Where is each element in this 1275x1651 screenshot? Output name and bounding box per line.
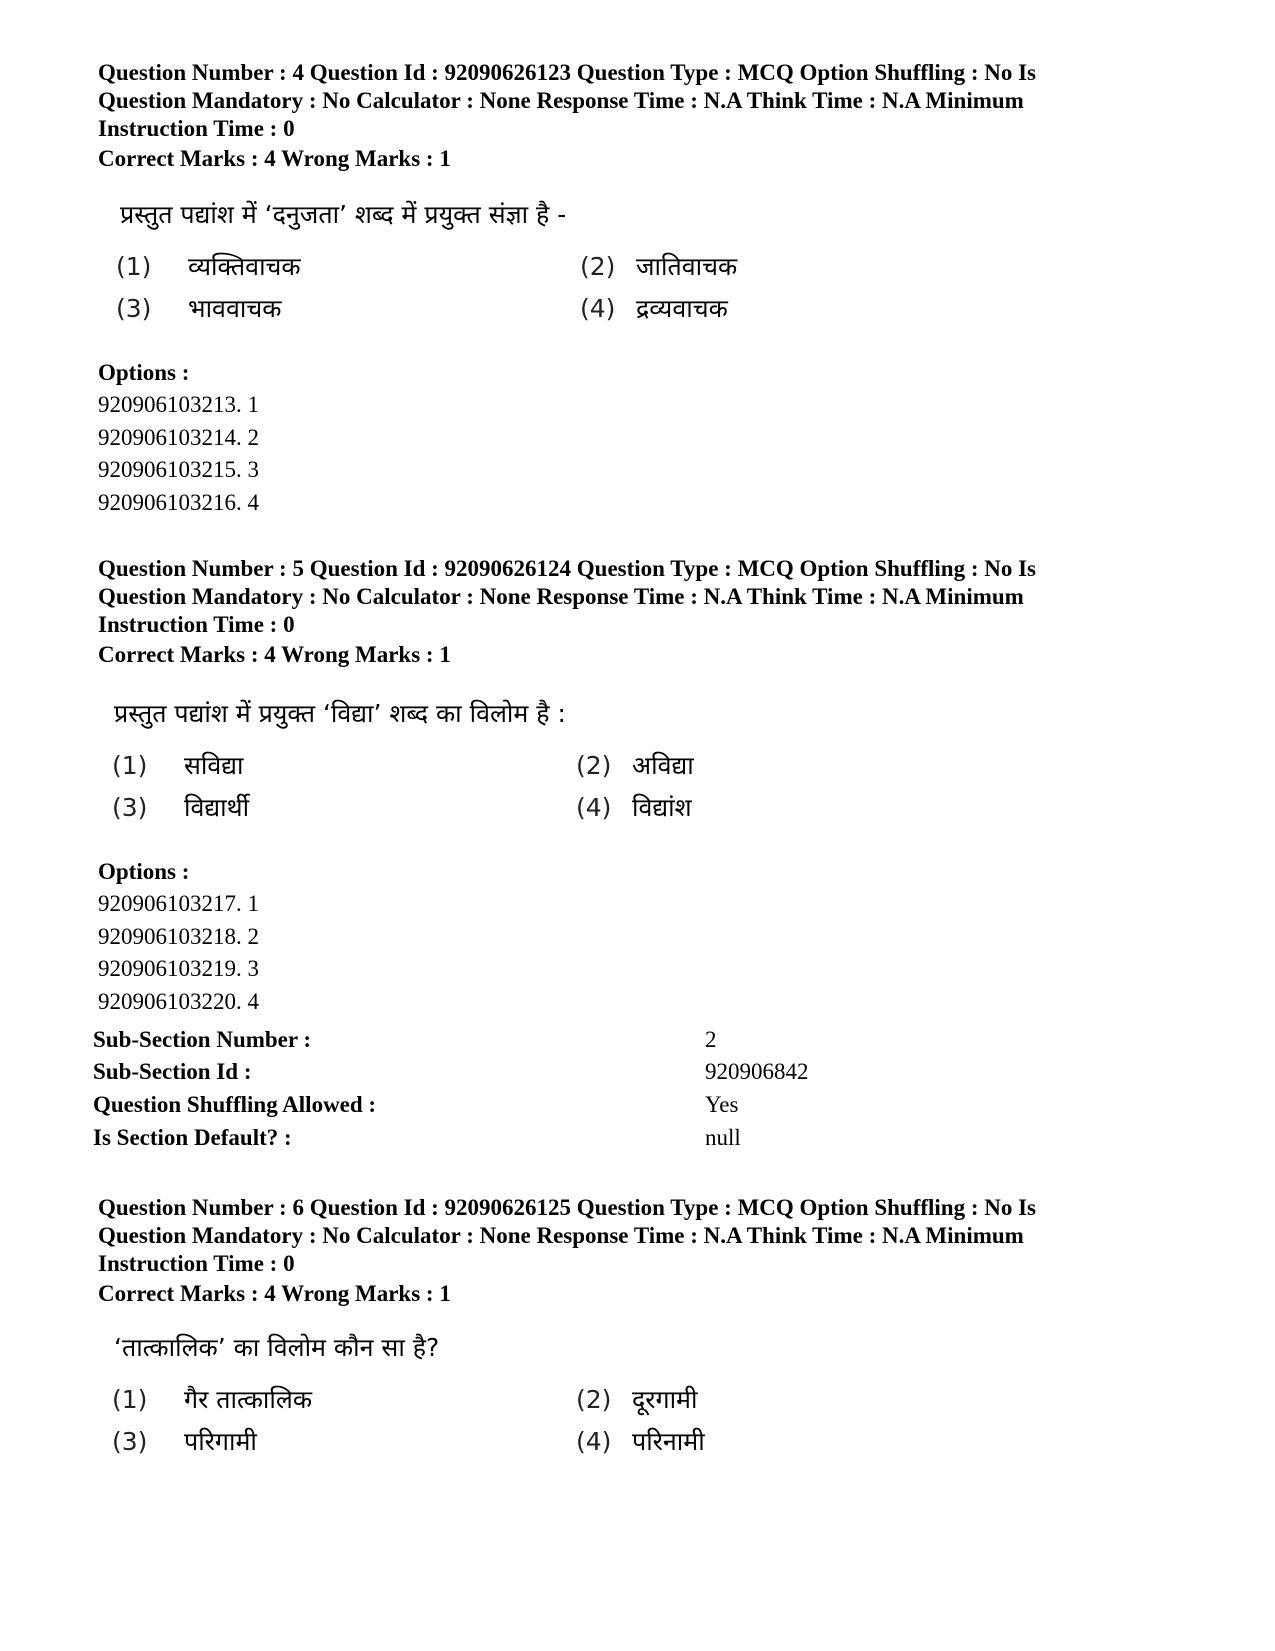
choice-text: विद्यार्थी xyxy=(184,793,250,822)
meta-line: Question Mandatory : No Calculator : None Response Time : N.A Think Time : N.A Minimum xyxy=(98,584,1024,609)
choice-number: (1) xyxy=(112,1385,148,1414)
option-line: 920906103219. 3 xyxy=(98,956,259,981)
question-6-marks: Correct Marks : 4 Wrong Marks : 1 xyxy=(98,1281,451,1306)
option-line: 920906103218. 2 xyxy=(98,924,259,949)
choice-text: द्रव्यवाचक xyxy=(636,294,728,323)
choice-4 xyxy=(580,292,728,326)
meta-line: Question Number : 6 Question Id : 92090626125 Question Type : MCQ Option Shuffling : No Is xyxy=(98,1195,1037,1220)
meta-line: Instruction Time : 0 xyxy=(98,1251,295,1276)
meta-line: Question Number : 4 Question Id : 92090626123 Question Type : MCQ Option Shuffling : No Is xyxy=(98,60,1037,85)
choice-number: (2) xyxy=(576,1385,612,1414)
choice-number: (2) xyxy=(580,252,616,281)
choice-1 xyxy=(112,1383,312,1417)
choice-1 xyxy=(112,749,244,783)
subsection-number-label: Sub-Section Number : xyxy=(93,1027,312,1052)
option-line: 920906103213. 1 xyxy=(98,392,259,417)
choice-number: (2) xyxy=(576,751,612,780)
question-5-image xyxy=(110,697,870,847)
choice-text: भाववाचक xyxy=(188,294,282,323)
question-stem: प्रस्तुत पद्यांश में प्रयुक्त ‘विद्या’ शब्द का विलोम है : xyxy=(114,699,566,728)
option-line: 920906103215. 3 xyxy=(98,457,259,482)
options-label: Options : xyxy=(98,859,190,884)
choice-text: दूरगामी xyxy=(632,1385,698,1414)
choice-number: (4) xyxy=(576,793,612,822)
meta-line: Question Mandatory : No Calculator : None Response Time : N.A Think Time : N.A Minimum xyxy=(98,1223,1024,1248)
question-shuffling-label: Question Shuffling Allowed : xyxy=(93,1092,377,1117)
choice-2 xyxy=(576,1383,697,1417)
question-stem: प्रस्तुत पद्यांश में ‘दनुजता’ शब्द में प्रयुक्त संज्ञा है - xyxy=(120,200,567,229)
choice-number: (1) xyxy=(112,751,148,780)
question-6-meta xyxy=(98,1194,1188,1278)
question-4-image xyxy=(110,198,870,348)
choice-3 xyxy=(116,292,281,326)
question-stem: ‘तात्कालिक’ का विलोम कौन सा है? xyxy=(114,1333,440,1362)
choice-text: गैर तात्कालिक xyxy=(184,1385,313,1414)
choice-number: (4) xyxy=(576,1427,612,1456)
question-5-meta xyxy=(98,555,1188,639)
choice-4 xyxy=(576,791,692,825)
choice-number: (3) xyxy=(116,294,152,323)
choice-text: परिनामी xyxy=(632,1427,705,1456)
meta-line: Question Mandatory : No Calculator : None Response Time : N.A Think Time : N.A Minimum xyxy=(98,88,1024,113)
subsection-id-value: 920906842 xyxy=(705,1059,809,1084)
subsection-number-value: 2 xyxy=(705,1027,717,1052)
choice-text: व्यक्तिवाचक xyxy=(188,252,301,281)
choice-4 xyxy=(576,1425,705,1459)
question-shuffling-value: Yes xyxy=(705,1092,739,1117)
choice-number: (3) xyxy=(112,793,148,822)
choice-2 xyxy=(580,250,737,284)
choice-1 xyxy=(116,250,301,284)
option-line: 920906103220. 4 xyxy=(98,989,259,1014)
choice-number: (4) xyxy=(580,294,616,323)
question-5-marks: Correct Marks : 4 Wrong Marks : 1 xyxy=(98,642,451,667)
choice-3 xyxy=(112,791,249,825)
options-label: Options : xyxy=(98,360,190,385)
choice-text: अविद्या xyxy=(632,751,694,780)
choice-2 xyxy=(576,749,694,783)
choice-text: विद्यांश xyxy=(632,793,692,822)
choice-number: (1) xyxy=(116,252,152,281)
option-line: 920906103214. 2 xyxy=(98,425,259,450)
choice-text: परिगामी xyxy=(184,1427,257,1456)
question-4-meta xyxy=(98,59,1188,143)
subsection-id-label: Sub-Section Id : xyxy=(93,1059,252,1084)
meta-line: Instruction Time : 0 xyxy=(98,116,295,141)
choice-text: सविद्या xyxy=(184,751,244,780)
option-line: 920906103216. 4 xyxy=(98,490,259,515)
question-4-marks: Correct Marks : 4 Wrong Marks : 1 xyxy=(98,146,451,171)
choice-number: (3) xyxy=(112,1427,148,1456)
section-default-value: null xyxy=(705,1125,741,1150)
choice-3 xyxy=(112,1425,257,1459)
choice-text: जातिवाचक xyxy=(636,252,738,281)
meta-line: Instruction Time : 0 xyxy=(98,612,295,637)
option-line: 920906103217. 1 xyxy=(98,891,259,916)
meta-line: Question Number : 5 Question Id : 92090626124 Question Type : MCQ Option Shuffling : No Is xyxy=(98,556,1037,581)
section-default-label: Is Section Default? : xyxy=(93,1125,292,1150)
question-6-image xyxy=(110,1331,870,1481)
